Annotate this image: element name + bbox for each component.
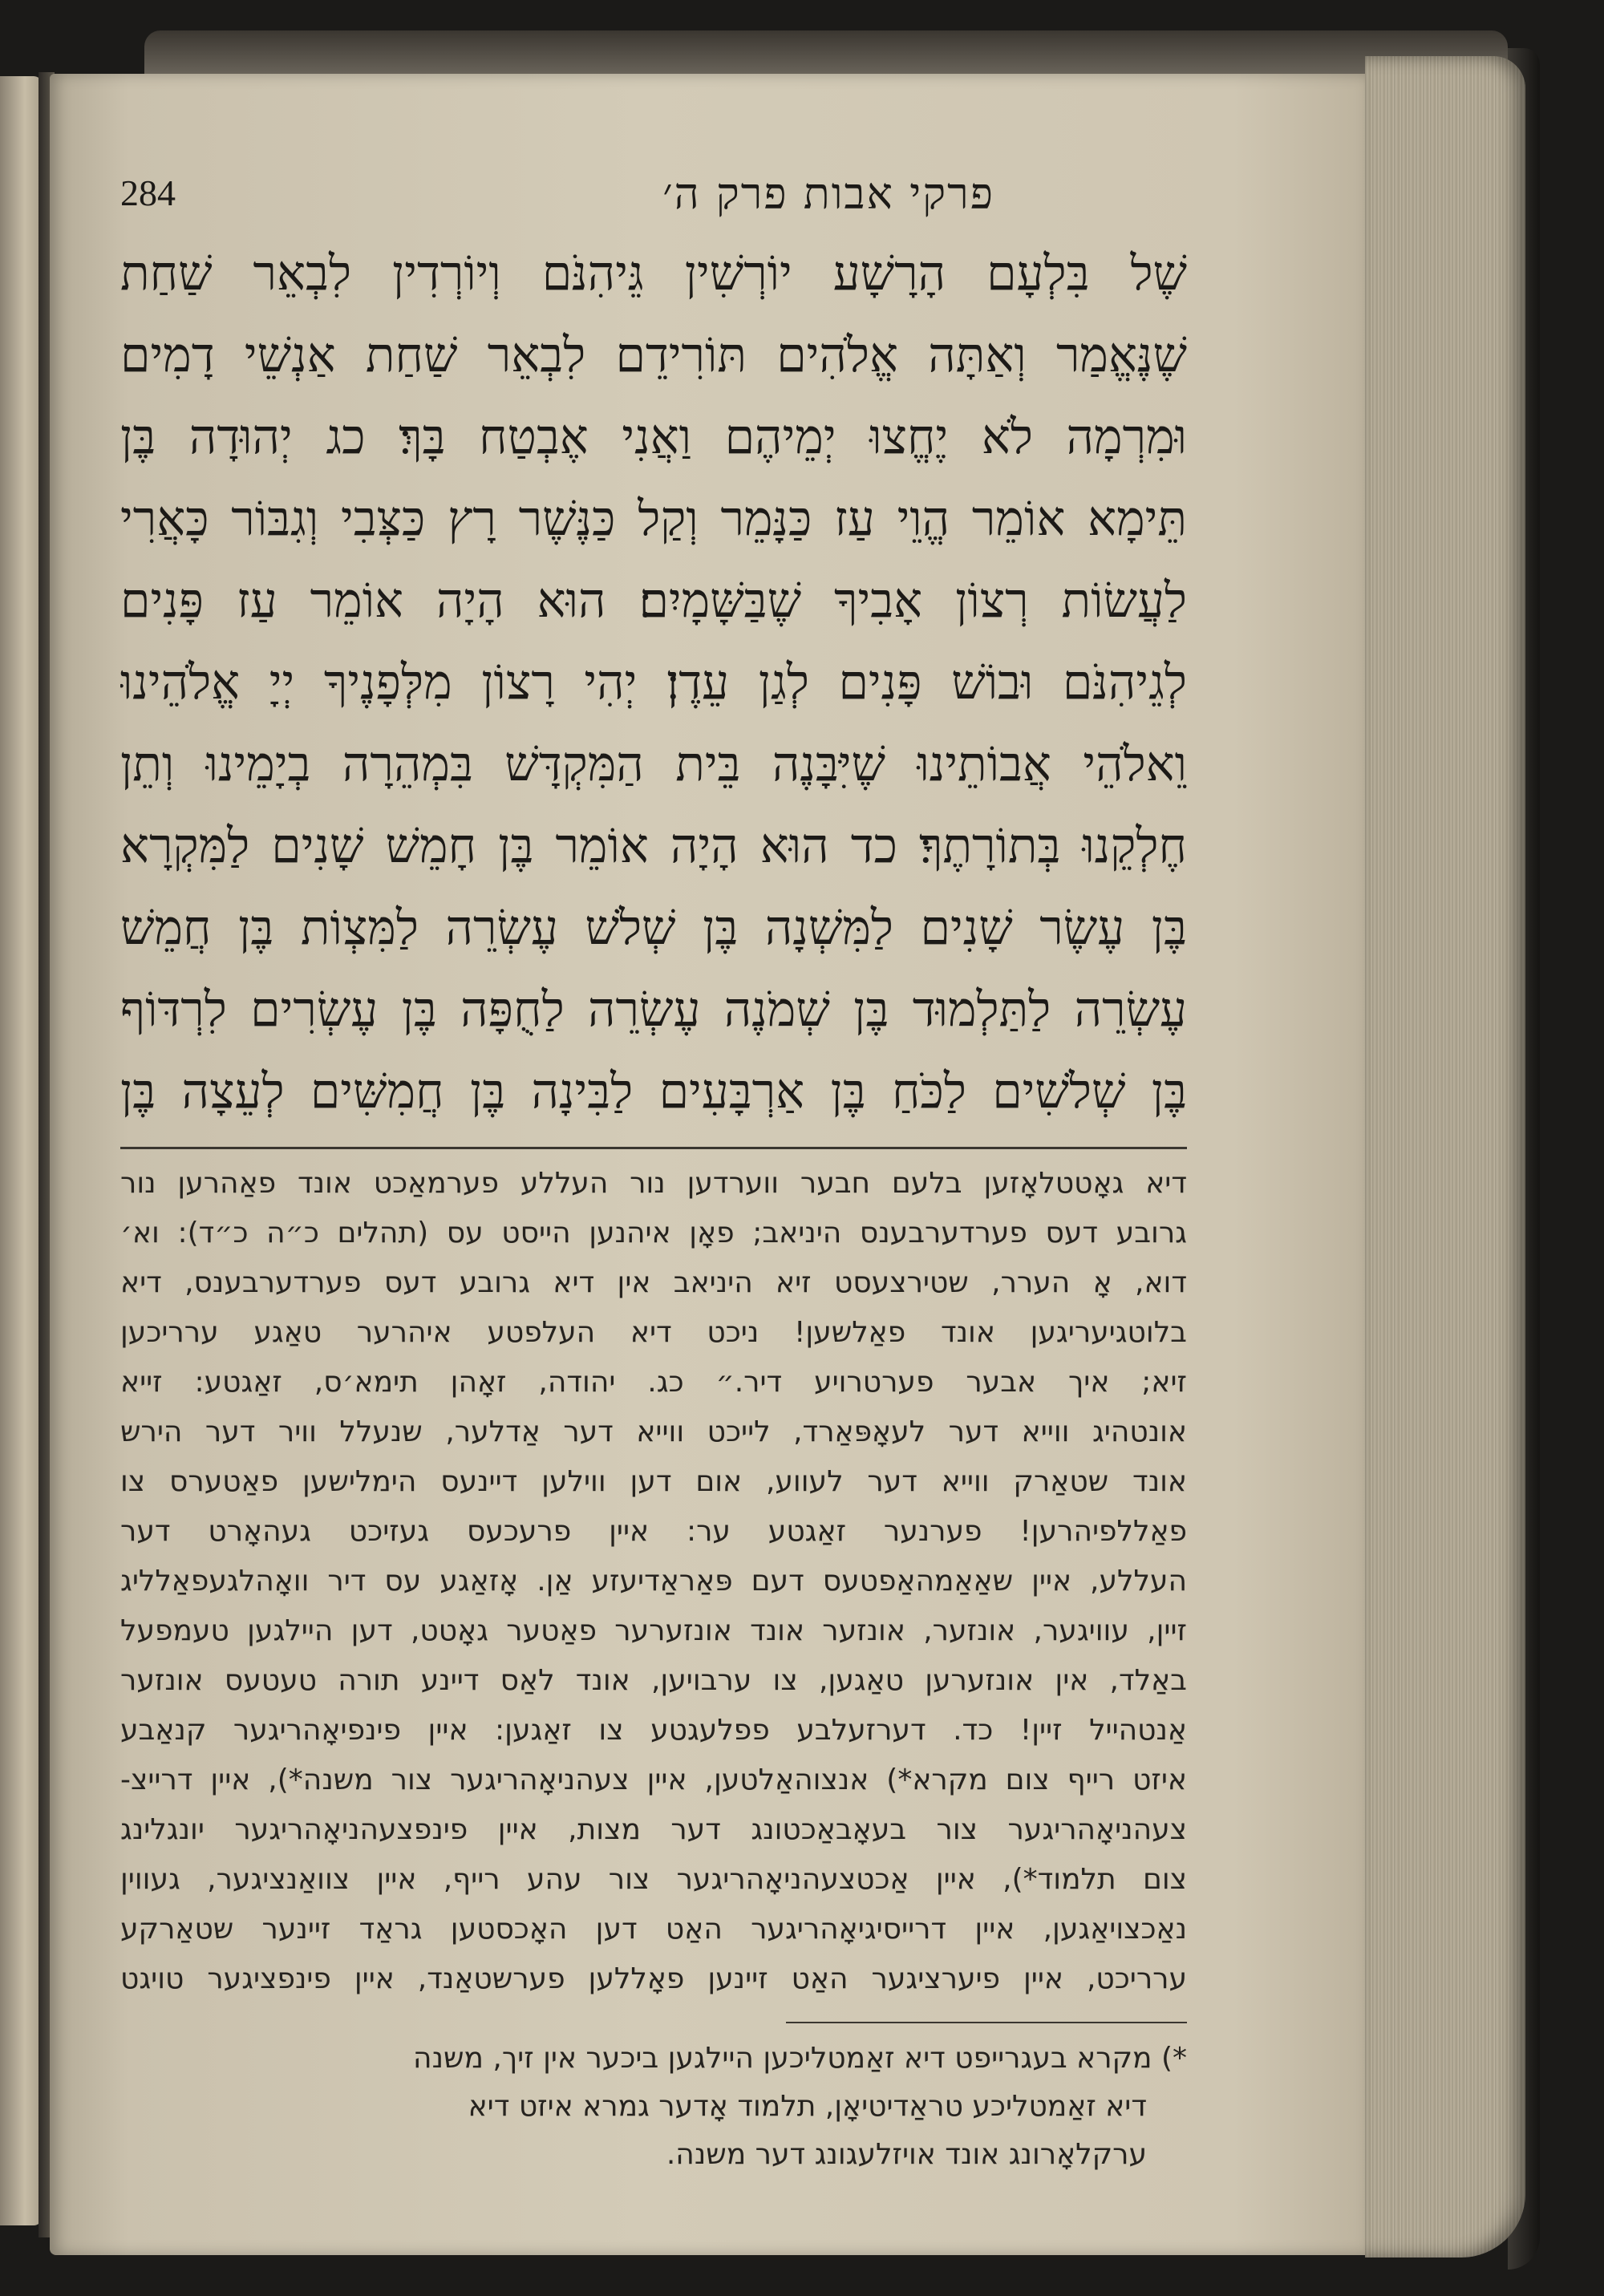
footnote-line: *) מקרא בעגרייפט דיא זאַמטליכען היילגען ביכער אין זיך, משנה xyxy=(413,2042,1187,2075)
commentary-line: צום תלמוד*), איין אַכטצעהניאָהריגער צור עהע רייף, איין צוואַנציגער, געווין xyxy=(120,1863,1187,1896)
commentary-line: דוא, אָ הערר, שטירצעסט זיא היניאב אין דיא גרובע דעס פערדערבענס, דיא xyxy=(120,1266,1187,1299)
commentary-line: זיא; איך אבער פערטרויע דיר.״ כג. יהודה, זאָהן תימא׳ס, זאַגטע: זייא xyxy=(120,1366,1187,1399)
main-text xyxy=(120,233,1187,1132)
commentary-line: צעהניאָהריגער צור בעאָבאַכטונג דער מצות, איין פינפצעהניאָהריגער יונגלינג xyxy=(120,1813,1187,1846)
footnote-line: דיא זאַמטליכע טראַדיטיאָן, תלמוד אָדער גמרא איזט דיא xyxy=(468,2090,1147,2123)
main-text-line: וֵאלֹהֵי אֲבוֹתֵינוּ שֶׁיִּבָּנֶה בֵּית הַמִּקְדָּשׁ בִּמְהֵרָה בְיָמֵינוּ וְתֵן xyxy=(120,736,1187,792)
running-title: פרקי אבות פרק ה׳ xyxy=(662,168,994,219)
main-text-line: לְגֵיהִנֹּם וּבוֹשׁ פָּנִים לְגַן עֵדֶן׃ יְהִי רָצוֹן מִלְּפָנֶיךָ יְיָ אֱלֹהֵינוּ xyxy=(120,654,1187,711)
commentary-line: איזט רייף צום מקרא*) אנצוהאַלטען, איין צעהניאָהריגער צור משנה*), איין דרייצ- xyxy=(120,1764,1187,1796)
commentary-line: אונטהיג ווייא דער לעאָפּאַרד, לייכט ווייא דער אַדלער, שנעלל וויר דער הירש xyxy=(120,1415,1187,1448)
page-number: 284 xyxy=(120,172,176,213)
commentary-line: ערריכט, איין פיערציגער האַט זיינען פאָללען פערשטאַנד, איין פינפציגער טויגט xyxy=(120,1962,1187,1995)
book-top-edge xyxy=(144,30,1508,79)
commentary-line: זיין, עוויגער, אונזער, אונזער אונד אונזערער פאַטער גאָטט, דען היילגען טעמפעל xyxy=(120,1614,1187,1647)
commentary-line: דיא גאָטטלאָזען בלעם חבער ווערדען נור העללע פערמאַכט אונד פאַהרען נור xyxy=(120,1167,1187,1200)
main-text-line: עֶשְׂרֵה לַתַּלְמוּד בֶּן שְׁמֹנֶה עֶשְׂרֵה לַחֻפָּה בֶּן עֶשְׂרִים לִרְדּוֹף xyxy=(120,982,1187,1038)
commentary-line: אונד שטאַרק ווייא דער לעווע, אום דען ווילען דיינעס הימלישען פאַטערס צו xyxy=(120,1465,1187,1498)
main-text-line: שֶׁנֶּאֱמַר וְאַתָּה אֱלֹהִים תּוֹרִידֵם לִבְאֵר שַׁחַת אַנְשֵׁי דָמִים xyxy=(120,327,1187,383)
page-block-edges xyxy=(1365,56,1525,2258)
commentary-line: אַנטהייל זיין! כד. דערזעלבע פפלעגטע צו זאַגען: איין פינפיאָהריגער קנאַבע xyxy=(120,1714,1187,1747)
left-page-edge xyxy=(0,76,42,2225)
main-text-line: בֶּן שְׁלֹשִׁים לַכֹּחַ בֶּן אַרְבָּעִים לַבִּינָה בֶּן חֲמִשִּׁים לְעֵצָה בֶּן xyxy=(120,1063,1187,1120)
section-divider xyxy=(120,1147,1187,1149)
commentary-line: בלוטגיעריגען אונד פאַלשען! ניכט דיא העלפטע איהרער טאַגע ערריכען xyxy=(120,1316,1187,1349)
commentary-line: באַלד, אין אונזערען טאַגען, צו ערבויען, אונד לאַס דיינע תורה טעטעס אונזער xyxy=(120,1664,1187,1697)
commentary-line: נאַכצויאַגען, איין דרייסיגיאָהריגער האַט דען האָכסטען גראַד זיינער שטאַרקע xyxy=(120,1913,1187,1946)
page-header xyxy=(120,160,1187,233)
main-text-line: שֶׁל בִּלְעָם הָרָשָׁע יוֹרְשִׁין גֵּיהִנֹּם וְיוֹרְדִין לִבְאֵר שַׁחַת xyxy=(120,245,1187,302)
main-text-line: תֵּימָא אוֹמֵר הֱוֵי עַז כַּנָּמֵר וְקַל כַּנֶּשֶׁר רָץ כַּצְּבִי וְגִבּוֹר כָּאֲרִי xyxy=(120,491,1187,547)
page-content xyxy=(120,160,1187,2171)
commentary xyxy=(120,1159,1187,2004)
footnote xyxy=(120,2035,1187,2179)
main-text-line: בֶּן עֶשֶׂר שָׁנִים לַמִּשְׁנָה בֶּן שְׁלֹשׁ עֶשְׂרֵה לַמִּצְוֹת בֶּן חֲמֵשׁ xyxy=(120,900,1187,956)
commentary-line: גרובע דעס פערדערבענס היניאב; פאָן איהנען הייסט עס (תהלים כ״ה כ״ד): וא׳ xyxy=(120,1217,1187,1249)
commentary-line: פאַללפיהרען! פערנער זאַגטע ער: איין פרעכעס געזיכט געהאָרט דער xyxy=(120,1515,1187,1548)
footnote-divider xyxy=(786,2022,1187,2023)
main-text-line: וּמִרְמָה לֹא יֶחֱצוּ יְמֵיהֶם וַאֲנִי אֶבְטַח בָּךְ׃ כג יְהוּדָה בֶּן xyxy=(120,409,1187,465)
commentary-line: העללע, איין שאַאַמהאַפטעס דעם פּאַראַדיעזע אַן. אָזאַגע עס דיר וואָהלגעפאַלליג xyxy=(120,1565,1187,1597)
footnote-line: ערקלאָרונג אונד אויזלעגונג דער משנה. xyxy=(666,2138,1147,2171)
main-text-line: לַעֲשׂוֹת רְצוֹן אָבִיךָ שֶׁבַּשָּׁמָיִם׃ הוּא הָיָה אוֹמֵר עַז פָּנִים xyxy=(120,573,1187,629)
main-text-line: חֶלְקֵנוּ בְּתוֹרָתֶךָ׃ כד הוּא הָיָה אוֹמֵר בֶּן חָמֵשׁ שָׁנִים לַמִּקְרָא xyxy=(120,818,1187,874)
